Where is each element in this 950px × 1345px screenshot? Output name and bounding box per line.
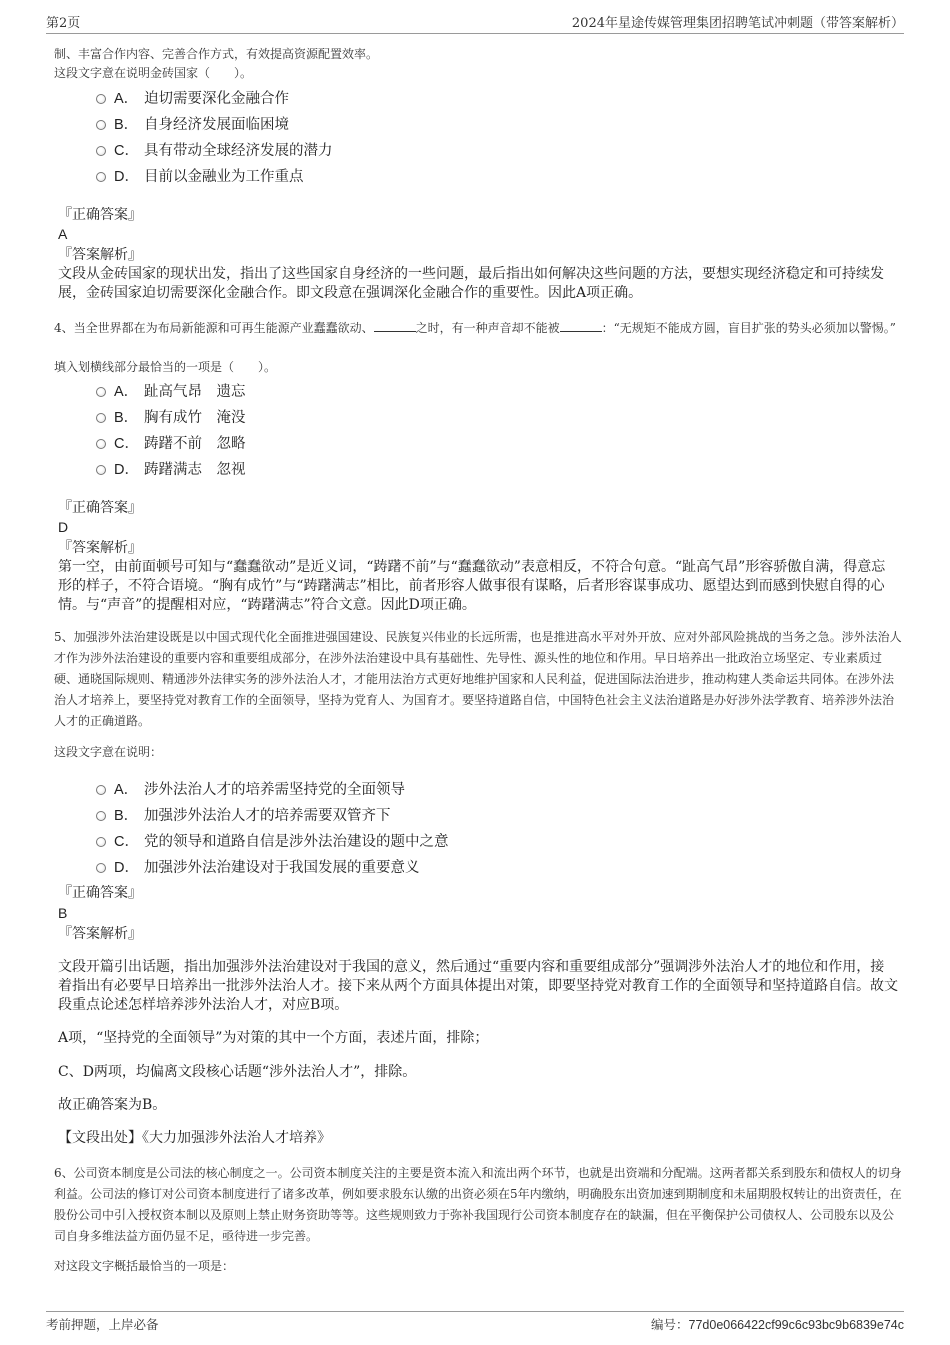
radio-icon[interactable]: [96, 413, 106, 423]
radio-icon[interactable]: [96, 120, 106, 130]
q3-options: [96, 84, 333, 188]
q5-stem: 5、加强涉外法治建设既是以中国式现代化全面推进强国建设、民族复兴伟业的长远所需，也是推进高水平对外开放、应对外部风险挑战的当务之急。涉外法治人才作为涉外法治建设的重要内容和重要组成部分，在涉外法治建设中具有基础性、先导性、源头性的地位和作用。早日培养出一批政治立场坚定、专业素质过硬、通晓国际规则、精通涉外法律实务的涉外法治人才，才能用法治方式更好地维护国家和人民利益，促进国际法治进步，推动构建人类命运共同体。在涉外法治人才培养上，要坚持党对教育工作的全面领导，坚持为党育人、为国育才。要坚持道路自信，中国特色社会主义法治道路是办好涉外法学教育、培养涉外法治人才的正确道路。: [54, 630, 902, 728]
q3-answer-label: 『正确答案』: [58, 207, 142, 223]
radio-icon[interactable]: [96, 172, 106, 182]
q5-analysis-label: 『答案解析』: [58, 926, 142, 942]
q5-analysis-para-4: 故正确答案为B。: [58, 1097, 167, 1113]
q5-analysis-para-2: A项，“坚持党的全面领导”为对策的其中一个方面，表述片面，排除；: [58, 1030, 489, 1046]
q3-option-a[interactable]: A． 迫切需要深化金融合作: [96, 84, 333, 110]
q3-answer: A: [58, 226, 68, 242]
q4-analysis: 第一空，由前面顿号可知与“蠢蠢欲动”是近义词，“踌躇不前”与“蠢蠢欲动”表意相反，不符合句意。“趾高气昂”形容骄傲自满，得意忘形的样子，不符合语境。“胸有成竹”与“踌躇满志”相比，前者形容人做事很有谋略，后者形容谋事成功、愿望达到而感到快慰自得的心情。与“声音”的提醒相对应，“踌躇满志”符合文意。因此D项正确。: [58, 559, 886, 613]
q4-prompt: 填入划横线部分最恰当的一项是（ ）。: [54, 360, 277, 374]
q4-stem: 4、当全世界都在为布局新能源和可再生能源产业蠢蠢欲动、 之时，有一种声音却不能被 ：“无规矩不能成方圆，盲目扩张的势头必须加以警惕。”: [54, 321, 896, 335]
q3-option-c[interactable]: C． 具有带动全球经济发展的潜力: [96, 136, 333, 162]
page-footer: [46, 1311, 904, 1333]
q3-stem-tail: 制、丰富合作内容、完善合作方式，有效提高资源配置效率。: [54, 47, 379, 61]
q4-option-c[interactable]: C． 踌躇不前 忽略: [96, 429, 246, 455]
q3-analysis: 文段从金砖国家的现状出发，指出了这些国家自身经济的一些问题，最后指出如何解决这些问题的方法，要想实现经济稳定和可持续发展，金砖国家迫切需要深化金融合作。即文段意在强调深化金融合作的重要性。因此A项正确。: [58, 266, 884, 301]
q5-analysis-para-3: C、D两项，均偏离文段核心话题“涉外法治人才”，排除。: [58, 1064, 417, 1080]
document-code: 编号：77d0e066422cf99c6c93bc9b6839e74c: [651, 1317, 904, 1332]
q4-analysis-label: 『答案解析』: [58, 540, 142, 556]
fill-blank: [560, 320, 602, 332]
radio-icon[interactable]: [96, 146, 106, 156]
q5-option-d[interactable]: D． 加强涉外法治建设对于我国发展的重要意义: [96, 853, 449, 879]
radio-icon[interactable]: [96, 465, 106, 475]
radio-icon[interactable]: [96, 94, 106, 104]
q5-option-a[interactable]: A． 涉外法治人才的培养需坚持党的全面领导: [96, 775, 449, 801]
radio-icon[interactable]: [96, 811, 106, 821]
q5-analysis-para-1: 文段开篇引出话题，指出加强涉外法治建设对于我国的意义，然后通过“重要内容和重要组成部分”强调涉外法治人才的地位和作用，接着指出有必要早日培养出一批涉外法治人才。接下来从两个方面具体提出对策，即要坚持党对教育工作的全面领导和坚持道路自信。故文段重点论述怎样培养涉外法治人才，对应B项。: [58, 959, 898, 1013]
q3-option-d[interactable]: D． 目前以金融业为工作重点: [96, 162, 333, 188]
q5-answer: B: [58, 905, 68, 921]
q6-prompt: 对这段文字概括最恰当的一项是：: [54, 1259, 235, 1273]
radio-icon[interactable]: [96, 387, 106, 397]
radio-icon[interactable]: [96, 863, 106, 873]
q4-options: [96, 377, 246, 481]
document-title: 2024年星途传媒管理集团招聘笔试冲刺题（带答案解析）: [571, 16, 904, 31]
q5-options: [96, 775, 449, 879]
radio-icon[interactable]: [96, 837, 106, 847]
page-number: 第2页: [46, 16, 81, 31]
q5-option-b[interactable]: B． 加强涉外法治人才的培养需要双管齐下: [96, 801, 449, 827]
fill-blank: [374, 320, 416, 332]
q3-prompt: 这段文字意在说明金砖国家（ ）。: [54, 66, 253, 80]
q4-answer: D: [58, 519, 69, 535]
q4-option-d[interactable]: D． 踌躇满志 忽视: [96, 455, 246, 481]
q5-option-c[interactable]: C． 党的领导和道路自信是涉外法治建设的题中之意: [96, 827, 449, 853]
page-header: [46, 12, 904, 34]
q4-answer-label: 『正确答案』: [58, 500, 142, 516]
footer-slogan: 考前押题，上岸必备: [46, 1317, 159, 1332]
q5-source: 【文段出处】《大力加强涉外法治人才培养》: [58, 1130, 331, 1146]
q6-stem: 6、公司资本制度是公司法的核心制度之一。公司资本制度关注的主要是资本流入和流出两个环节，也就是出资端和分配端。这两者都关系到股东和债权人的切身利益。公司法的修订对公司资本制度进行了诸多改革，例如要求股东认缴的出资必须在5年内缴纳，明确股东出资加速到期制度和未届期股权转让的出资责任，在股份公司中引入授权资本制以及原则上禁止财务资助等等。这些规则致力于弥补我国现行公司资本制度存在的缺漏，但在平衡保护公司债权人、公司股东以及公司自身多维法益方面仍显不足，亟待进一步完善。: [54, 1166, 902, 1243]
q4-option-a[interactable]: A． 趾高气昂 遗忘: [96, 377, 246, 403]
q4-option-b[interactable]: B． 胸有成竹 淹没: [96, 403, 246, 429]
q3-analysis-label: 『答案解析』: [58, 247, 142, 263]
radio-icon[interactable]: [96, 785, 106, 795]
q5-answer-label: 『正确答案』: [58, 885, 142, 901]
q3-option-b[interactable]: B． 自身经济发展面临困境: [96, 110, 333, 136]
radio-icon[interactable]: [96, 439, 106, 449]
q5-prompt: 这段文字意在说明：: [54, 745, 163, 759]
